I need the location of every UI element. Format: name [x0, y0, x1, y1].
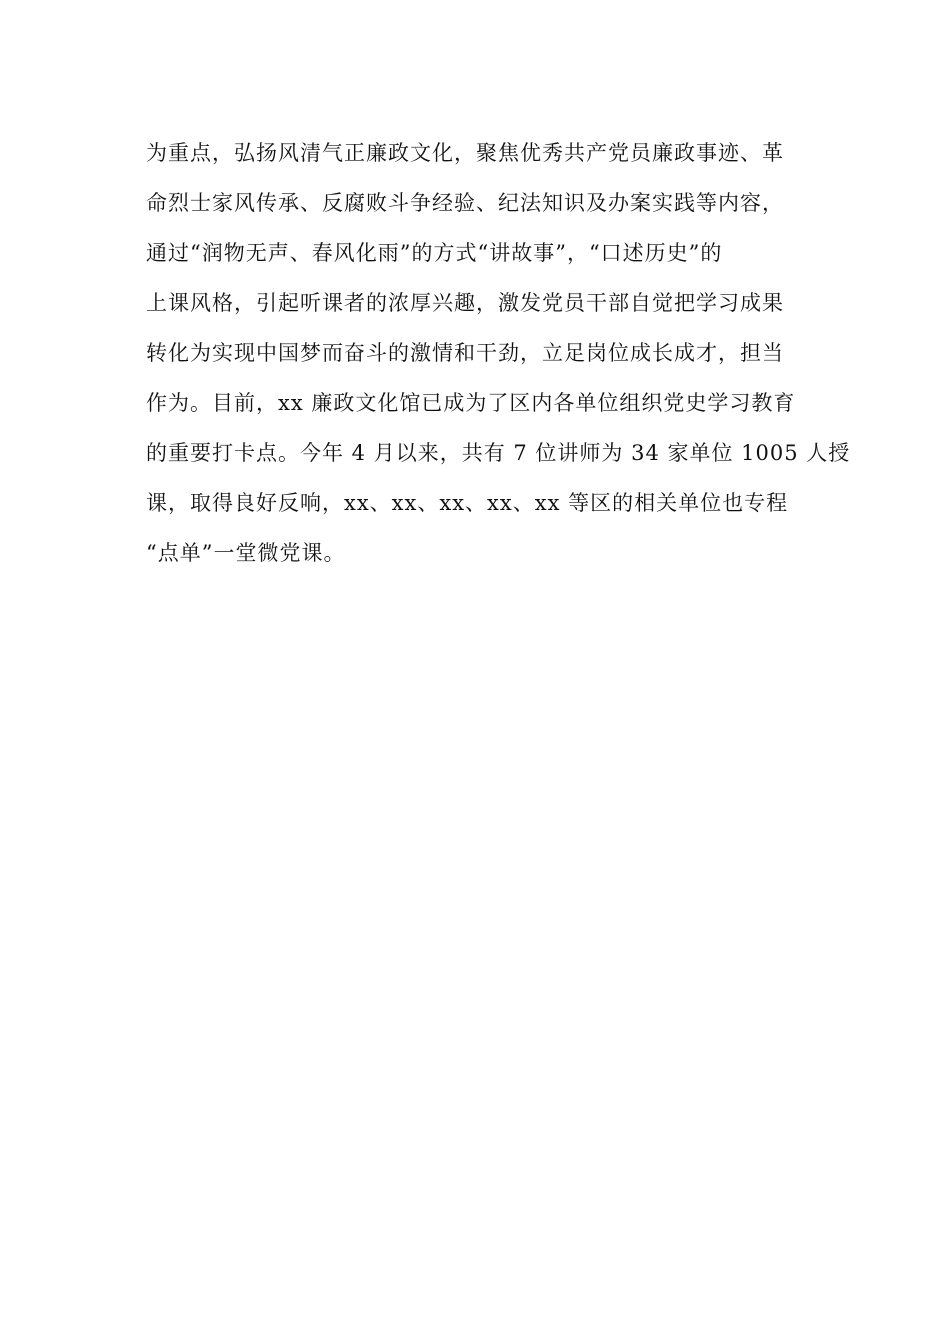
paragraph-line: 转化为实现中国梦而奋斗的激情和干劲，立足岗位成长成才，担当: [146, 341, 784, 365]
paragraph-line: 作为。目前，xx 廉政文化馆已成为了区内各单位组织党史学习教育: [146, 391, 796, 415]
body-paragraph: [146, 128, 851, 578]
paragraph-line: 通过“润物无声、春风化雨”的方式“讲故事”，“口述历史”的: [146, 241, 723, 265]
paragraph-line: 的重要打卡点。今年 4 月以来，共有 7 位讲师为 34 家单位 1005 人授: [146, 441, 851, 465]
paragraph-line: “点单”一堂微党课。: [146, 541, 346, 565]
paragraph-line: 课，取得良好反响，xx、xx、xx、xx、xx 等区的相关单位也专程: [146, 491, 789, 515]
paragraph-line: 为重点，弘扬风清气正廉政文化，聚焦优秀共产党员廉政事迹、革: [146, 141, 784, 165]
paragraph-line: 上课风格，引起听课者的浓厚兴趣，激发党员干部自觉把学习成果: [146, 291, 784, 315]
paragraph-line: 命烈士家风传承、反腐败斗争经验、纪法知识及办案实践等内容，: [146, 191, 784, 215]
